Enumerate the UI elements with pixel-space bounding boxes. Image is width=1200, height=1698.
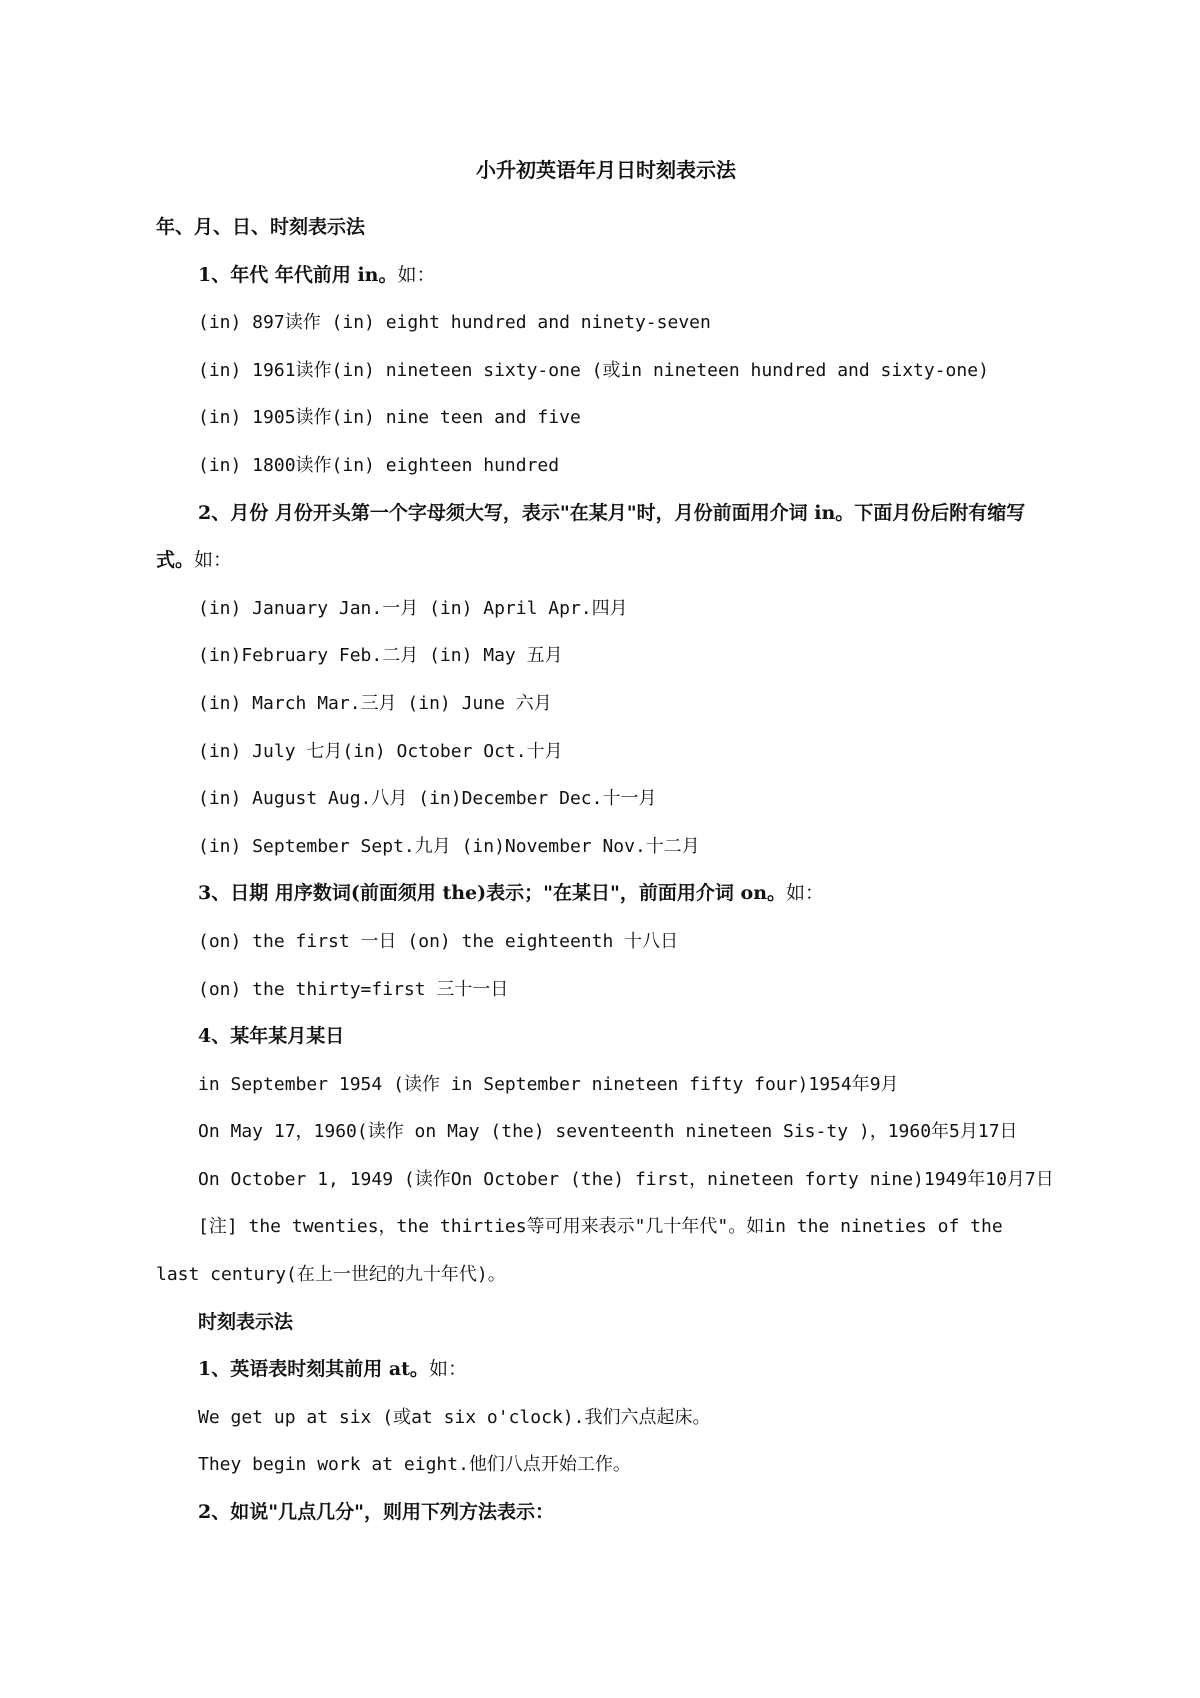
full-date-example-2: On May 17，1960(读作 on May (the) seventeenth nineteen Sis-ty )，1960年5月17日 (198, 1121, 1018, 1143)
section-2-title: 2、月份 月份开头第一个字母须大写，表示"在某月"时，月份前面用介词 in。下面月份后附有缩写式。 (156, 501, 1026, 572)
section-3-heading (156, 870, 1056, 918)
time-1-heading (156, 1346, 1056, 1394)
section-2-heading (156, 490, 1056, 585)
document-title: 小升初英语年月日时刻表示法 (476, 158, 736, 182)
month-example-2: (in)February Feb.二月 (in) May 五月 (198, 645, 563, 667)
year-example-4: (in) 1800读作(in) eighteen hundred (198, 454, 560, 476)
time-example-2: They begin work at eight.他们八点开始工作。 (198, 1454, 631, 1476)
date-example-1: (on) the first 一日 (on) the eighteenth 十八日 (198, 930, 679, 952)
section-2-suffix: 如： (194, 549, 233, 572)
time-example-1: We get up at six (或at six o'clock).我们六点起床。 (198, 1406, 711, 1428)
month-example-6: (in) September Sept.九月 (in)November Nov.十二月 (198, 835, 700, 857)
section-1-suffix: 如： (397, 263, 436, 286)
time-2-heading: 2、如说"几点几分"，则用下列方法表示： (198, 1501, 555, 1524)
time-1-suffix: 如： (428, 1358, 467, 1381)
date-example-2: (on) the thirty=first 三十一日 (198, 978, 509, 1000)
section-3-title: 3、日期 用序数词(前面须用 the)表示；"在某日"，前面用介词 on。 (198, 882, 787, 905)
document-page (156, 150, 1056, 1537)
section-heading-date-time: 年、月、日、时刻表示法 (156, 216, 366, 238)
full-date-example-3: On October 1, 1949 (读作On October (the) first，nineteen forty nine)1949年10月7日 (198, 1168, 1054, 1190)
section-4-heading: 4、某年某月某日 (198, 1025, 345, 1048)
month-example-3: (in) March Mar.三月 (in) June 六月 (198, 692, 552, 714)
section-1-title: 1、年代 年代前用 in。 (198, 263, 398, 286)
full-date-example-1: in September 1954 (读作 in September nineteen fifty four)1954年9月 (198, 1073, 899, 1095)
year-example-3: (in) 1905读作(in) nine teen and five (198, 407, 581, 429)
month-example-4: (in) July 七月(in) October Oct.十月 (198, 740, 563, 762)
section-1-heading (156, 252, 1056, 300)
section-3-suffix: 如： (786, 882, 825, 905)
time-1-title: 1、英语表时刻其前用 at。 (198, 1358, 429, 1381)
section-heading-time: 时刻表示法 (198, 1310, 294, 1333)
year-example-2: (in) 1961读作(in) nineteen sixty-one (或in nineteen hundred and sixty-one) (198, 359, 989, 381)
decade-note: [注] the twenties，the thirties等可用来表示"几十年代"。如in the nineties of the last century(在上一世纪的九十年代)。 (156, 1216, 1003, 1286)
month-example-5: (in) August Aug.八月 (in)December Dec.十一月 (198, 788, 657, 810)
year-example-1: (in) 897读作 (in) eight hundred and ninety-seven (198, 312, 711, 334)
month-example-1: (in) January Jan.一月 (in) April Apr.四月 (198, 597, 628, 619)
